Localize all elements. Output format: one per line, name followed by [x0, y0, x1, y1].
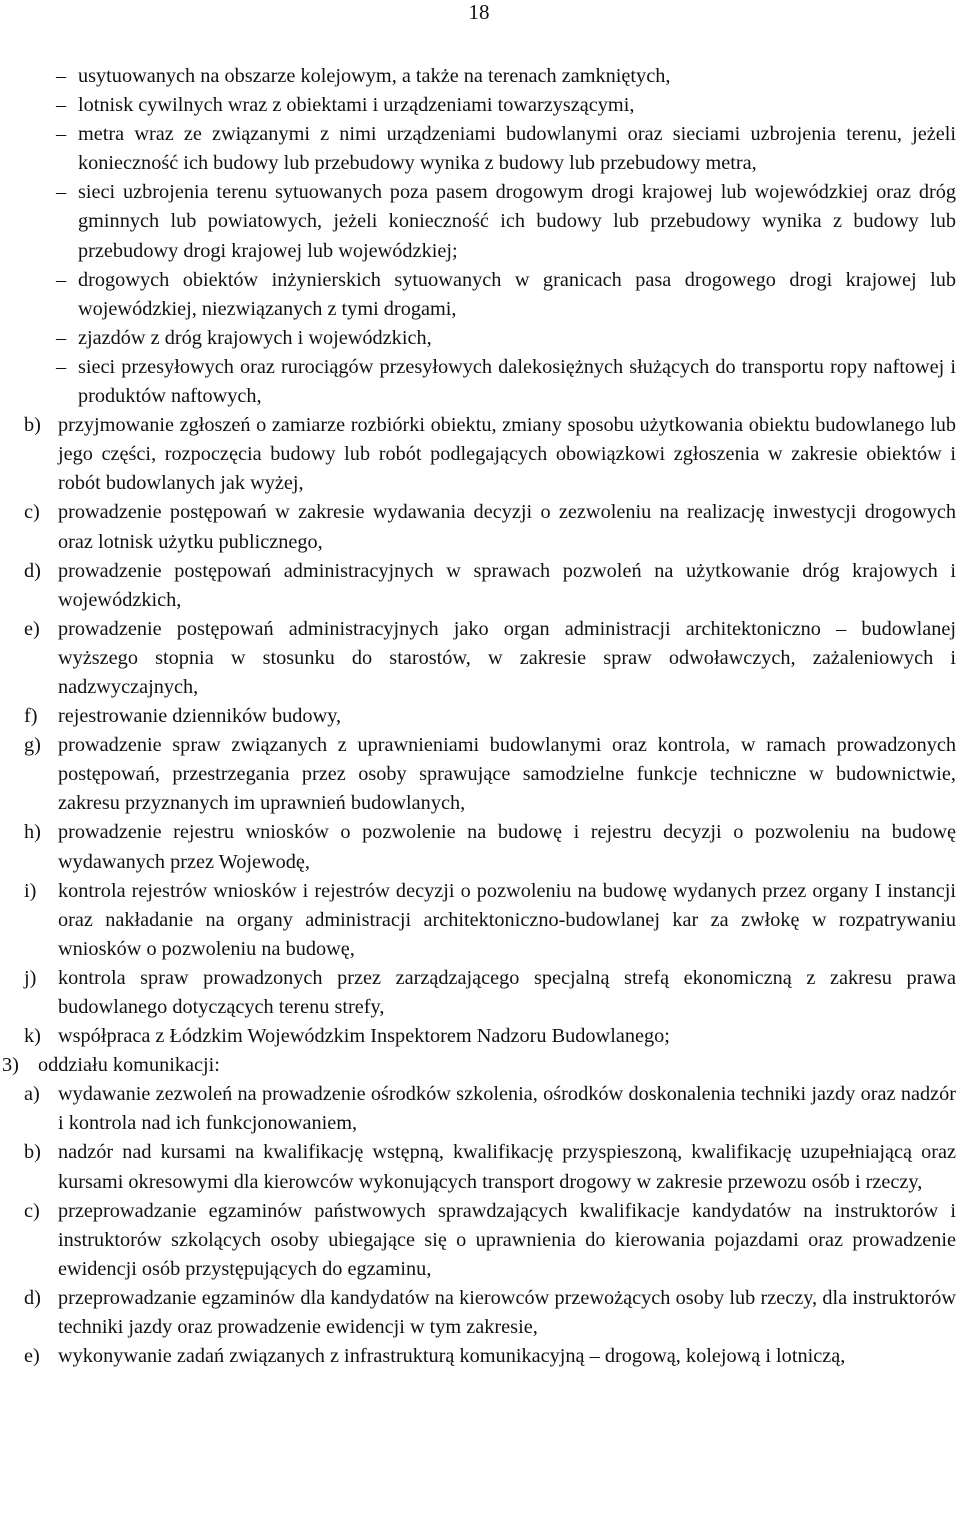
- section3-list: [0, 1080, 960, 1371]
- letter-list-item: [0, 615, 960, 702]
- item-marker: i): [24, 879, 37, 902]
- item-marker: h): [24, 821, 41, 844]
- item-marker: e): [24, 1345, 40, 1368]
- dash-item-text: drogowych obiektów inżynierskich sytuowanych w granicach pasa drogowego drogi krajowej lub wojewódzkiej, niezwiązanych z tymi drogami,: [78, 268, 956, 320]
- dash-list-item: [0, 178, 960, 265]
- dash-list-item: [0, 353, 960, 411]
- dash-marker: –: [56, 94, 67, 117]
- letter-list-item: [0, 731, 960, 818]
- section-heading: [0, 1051, 960, 1080]
- item-marker: j): [24, 966, 37, 989]
- dash-list-item: [0, 266, 960, 324]
- item-text: przyjmowanie zgłoszeń o zamiarze rozbiórki obiektu, zmiany sposobu użytkowania obiektu budowlanego lub jego części, rozpoczęcia budowy lub robót podlegających obowiązkowi zgłoszenia w zakresie obiektów i robót budowlanych jak wyżej,: [58, 414, 956, 495]
- dash-item-text: lotnisk cywilnych wraz z obiektami i urządzeniami towarzyszącymi,: [78, 94, 635, 117]
- section-number: 3): [2, 1054, 19, 1077]
- letter-list-item: [0, 411, 960, 498]
- dash-list-item: [0, 120, 960, 178]
- item-marker: f): [24, 705, 38, 728]
- item-text: prowadzenie postępowań administracyjnych jako organ administracji architektoniczno – budowlanej wyższego stopnia w stosunku do starostów, w zakresie spraw odwoławczych, zażaleniowych i nadzwyczajnych,: [58, 617, 956, 698]
- dash-list-item: [0, 91, 960, 120]
- item-text: wykonywanie zadań związanych z infrastrukturą komunikacyjną – drogową, kolejową i lotniczą,: [58, 1345, 846, 1368]
- item-text: prowadzenie spraw związanych z uprawnieniami budowlanymi oraz kontrola, w ramach prowadzonych postępowań, przestrzegania przez osoby sprawujące samodzielne funkcje techniczne w budownictwie, zakresu przyznanych im uprawnień budowlanych,: [58, 734, 956, 815]
- dash-marker: –: [56, 326, 67, 349]
- dash-marker: –: [56, 268, 67, 291]
- dash-list-item: [0, 62, 960, 91]
- item-text: kontrola spraw prowadzonych przez zarządzającego specjalną strefą ekonomiczną z zakresu prawa budowlanego dotyczących terenu strefy,: [58, 966, 956, 1018]
- letter-list-item: [0, 1342, 960, 1371]
- item-text: współpraca z Łódzkim Wojewódzkim Inspektorem Nadzoru Budowlanego;: [58, 1025, 670, 1048]
- dash-marker: –: [56, 123, 67, 146]
- dash-item-text: metra wraz ze związanymi z nimi urządzeniami budowlanymi oraz sieciami uzbrojenia terenu, jeżeli konieczność ich budowy lub przebudowy wynika z budowy lub przebudowy metra,: [78, 123, 956, 175]
- item-text: przeprowadzanie egzaminów dla kandydatów na kierowców przewożących osoby lub rzeczy, dla instruktorów techniki jazdy oraz prowadzenie ewidencji w tym zakresie,: [58, 1286, 956, 1339]
- item-marker: d): [24, 559, 41, 582]
- item-text: prowadzenie postępowań administracyjnych w sprawach pozwoleń na użytkowanie dróg krajowych i wojewódzkich,: [58, 559, 956, 611]
- letter-list-item: [0, 557, 960, 615]
- dash-marker: –: [56, 355, 67, 378]
- item-marker: a): [24, 1083, 40, 1106]
- dash-list: [0, 62, 960, 411]
- letter-list-item: [0, 1138, 960, 1196]
- item-text: nadzór nad kursami na kwalifikację wstępną, kwalifikację przyspieszoną, kwalifikację uzupełniającą oraz kursami okresowymi dla kierowców wykonujących transport drogowy w zakresie przewozu osób i rzeczy,: [58, 1141, 956, 1193]
- item-text: prowadzenie rejestru wniosków o pozwolenie na budowę i rejestru decyzji o pozwoleniu na budowę wydawanych przez Wojewodę,: [58, 821, 956, 873]
- letter-list-item: [0, 1197, 960, 1284]
- item-text: wydawanie zezwoleń na prowadzenie ośrodków szkolenia, ośrodków doskonalenia techniki jazdy oraz nadzór i kontrola nad ich funkcjonowaniem,: [58, 1083, 956, 1135]
- dash-marker: –: [56, 181, 67, 204]
- item-marker: b): [24, 1141, 41, 1164]
- item-marker: d): [24, 1286, 41, 1309]
- item-marker: b): [24, 414, 41, 437]
- item-text: rejestrowanie dzienników budowy,: [58, 705, 342, 728]
- item-marker: c): [24, 1199, 40, 1222]
- item-marker: g): [24, 734, 41, 757]
- letter-list-item: [0, 702, 960, 731]
- dash-item-text: sieci przesyłowych oraz rurociągów przesyłowych dalekosiężnych służących do transportu ropy naftowej i produktów naftowych,: [78, 355, 956, 408]
- letter-list-item: [0, 964, 960, 1022]
- page-number: 18: [468, 0, 490, 24]
- letter-list-item: [0, 1284, 960, 1342]
- section-title: oddziału komunikacji:: [38, 1054, 220, 1077]
- document-body: [0, 62, 960, 1371]
- item-text: przeprowadzanie egzaminów państwowych sprawdzających kwalifikacje kandydatów na instruktorów i instruktorów szkolących osoby ubiegające się o uprawnienia do kierowania pojazdami oraz prowadzenie ewidencji osób przystępujących do egzaminu,: [58, 1199, 956, 1280]
- letter-list-item: [0, 818, 960, 876]
- dash-item-text: usytuowanych na obszarze kolejowym, a także na terenach zamkniętych,: [78, 65, 671, 87]
- dash-item-text: zjazdów z dróg krajowych i wojewódzkich,: [78, 326, 432, 349]
- letter-list-item: [0, 498, 960, 556]
- letter-list: [0, 411, 960, 1051]
- dash-list-item: [0, 324, 960, 353]
- letter-list-item: [0, 1022, 960, 1051]
- item-marker: k): [24, 1025, 41, 1048]
- item-text: kontrola rejestrów wniosków i rejestrów decyzji o pozwoleniu na budowę wydanych przez organy I instancji oraz nakładanie na organy administracji architektoniczno-budowlanej kar za zwłokę w rozpatrywaniu wniosków o pozwoleniu na budowę,: [58, 879, 956, 960]
- item-marker: c): [24, 501, 40, 524]
- letter-list-item: [0, 1080, 960, 1138]
- item-text: prowadzenie postępowań w zakresie wydawania decyzji o zezwoleniu na realizację inwestycji drogowych oraz lotnisk użytku publicznego,: [58, 501, 956, 553]
- dash-marker: –: [56, 65, 67, 87]
- item-marker: e): [24, 617, 40, 640]
- dash-item-text: sieci uzbrojenia terenu sytuowanych poza pasem drogowym drogi krajowej lub wojewódzkiej oraz dróg gminnych lub powiatowych, jeżeli konieczność ich budowy lub przebudowy wynika z budowy lub przebudowy drogi krajowej lub wojewódzkiej;: [78, 181, 956, 262]
- letter-list-item: [0, 877, 960, 964]
